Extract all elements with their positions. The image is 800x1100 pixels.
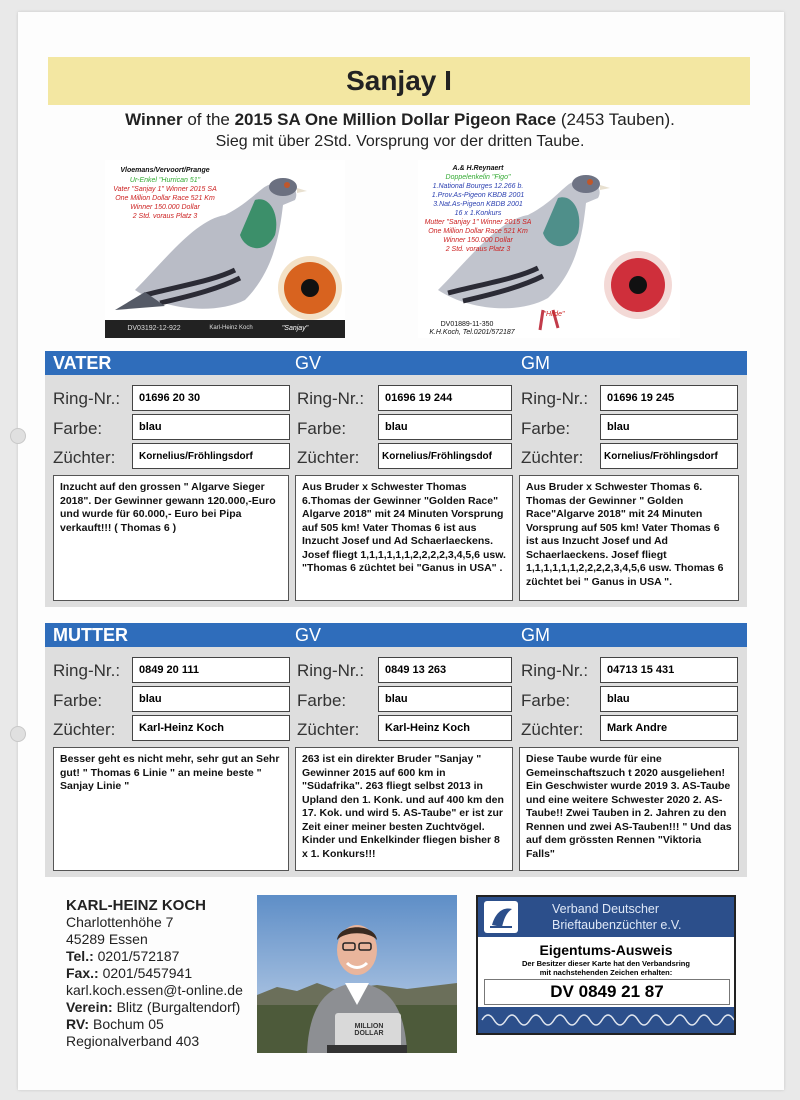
mother-caption-3: 1.Prov.As-Pigeon KBDB 2001 (431, 192, 525, 199)
ring-label: Ring-Nr.: (297, 661, 365, 680)
mother-ring-tag: DV01889-11-350 (440, 321, 494, 328)
contact-street: Charlottenhöhe 7 (66, 914, 174, 930)
zuechter-label: Züchter: (297, 448, 360, 467)
subtitle-count: (2453 Tauben). (556, 110, 675, 129)
vater-ring-value: 01696 20 30 (132, 385, 290, 411)
zuechter-label: Züchter: (521, 448, 584, 467)
farbe-label: Farbe: (53, 419, 103, 438)
vater-gm-ring-value: 01696 19 245 (600, 385, 738, 411)
mother-caption-8: Winner 150.000 Dollar (443, 237, 513, 244)
tel-label: Tel.: (66, 948, 94, 964)
father-name-tag: "Sanjay" (281, 325, 309, 332)
mother-breeder: A.& H.Reynaert (452, 165, 504, 172)
contact-city: 45289 Essen (66, 931, 148, 947)
vater-gv-farbe-value: blau (378, 414, 512, 440)
father-breeder: Vloemans/Vervoort/Prange (120, 167, 210, 174)
membership-card (476, 895, 736, 1035)
card-description (478, 959, 734, 977)
ring-label: Ring-Nr.: (53, 661, 121, 680)
vater-section (45, 351, 747, 607)
card-ring-number: DV 0849 21 87 (484, 979, 730, 1005)
vater-gv-heading: GV (295, 353, 322, 373)
mother-caption-7: One Million Dollar Race 521 Km (428, 228, 528, 235)
card-ornament-band (478, 1007, 734, 1033)
mutter-header (45, 623, 747, 647)
father-caption-4: Winner 150.000 Dollar (130, 204, 200, 211)
vater-heading: VATER (53, 353, 112, 373)
contact-tel (66, 948, 243, 965)
zuechter-label: Züchter: (297, 720, 360, 739)
vater-gm-description: Aus Bruder x Schwester Thomas 6. Thomas der Gewinner " Golden Race"Algarve 2018" mit 24 Minuten Vorsprung auf 505 km! Vater Thomas 6 ist aus Inzucht Josef und Ad Schaerlaeckens. Josef fliegt 1,1,1,1,1,1,2,2,2,2,3,4,5,6 usw. Thomas 6 züchtet bei " Ganus in USA ". (519, 475, 739, 601)
card-org-line-2: Brieftaubenzüchter e.V. (552, 918, 682, 932)
father-ring-tag: DV03192-12-922 (127, 325, 181, 332)
contact-rv (66, 1016, 243, 1033)
photo-mother (418, 160, 680, 338)
photo-father (105, 160, 345, 338)
mutter-section (45, 623, 747, 877)
zuechter-label: Züchter: (521, 720, 584, 739)
subtitle-of: of the (182, 110, 235, 129)
mutter-farbe-value: blau (132, 686, 290, 712)
vater-gm-zuechter-value: Kornelius/Fröhlingsdorf (600, 443, 738, 469)
mutter-heading: MUTTER (53, 625, 128, 645)
ring-label: Ring-Nr.: (297, 389, 365, 408)
mother-name-tag: "Hilde" (543, 311, 565, 318)
mutter-gm-heading: GM (521, 625, 550, 645)
rv-label: RV: (66, 1016, 90, 1032)
zuechter-label: Züchter: (53, 720, 116, 739)
mutter-gv-farbe-value: blau (378, 686, 512, 712)
mutter-gm-ring-value: 04713 15 431 (600, 657, 738, 683)
mutter-gm-description: Diese Taube wurde für eine Gemeinschaftszuch t 2020 ausgeliehen! Ein Geschwister wurde 2019 3. AS-Taube und eine weitere Schwester 2020 2. AS-Taube!! Zwei Tauben in 2. Jahren zu den Rennen und zwei AS-Tauben!!! " Und das auf dem grössten Rennen "Viktoria Falls" (519, 747, 739, 871)
punch-hole (10, 726, 26, 742)
mutter-zuechter-value: Karl-Heinz Koch (132, 715, 290, 741)
mother-caption-1: Doppelenkelin "Figo" (445, 174, 511, 181)
vater-gm-farbe-value: blau (600, 414, 738, 440)
vater-farbe-value: blau (132, 414, 290, 440)
card-desc-line-2: mit nachstehenden Zeichen erhalten: (539, 968, 673, 977)
contact-block (66, 897, 243, 1050)
mutter-ring-value: 0849 20 111 (132, 657, 290, 683)
mutter-description: Besser geht es nicht mehr, sehr gut an Sehr gut! " Thomas 6 Linie " an meine beste " Sanjay Linie " (53, 747, 289, 871)
mother-caption-9: 2 Std. voraus Platz 3 (445, 246, 511, 253)
title-bar (48, 57, 750, 105)
father-caption-2: Vater "Sanjay 1" Winner 2015 SA (113, 186, 217, 193)
vater-description: Inzucht auf den grossen " Algarve Sieger 2018". Der Gewinner gewann 120.000,-Euro und wurde für 60.000,- Euro bei Pipa verkauft!!! ( Thomas 6 ) (53, 475, 289, 601)
trophy-text: MILLION DOLLAR (354, 1023, 384, 1037)
ring-label: Ring-Nr.: (521, 661, 589, 680)
vater-gv-ring-value: 01696 19 244 (378, 385, 512, 411)
verein-value: Blitz (Burgaltendorf) (112, 999, 241, 1015)
farbe-label: Farbe: (53, 691, 103, 710)
punch-hole (10, 428, 26, 444)
father-caption-5: 2 Std. voraus Platz 3 (132, 213, 198, 220)
pigeon-logo-icon (484, 901, 518, 933)
card-org-line-1: Verband Deutscher (552, 902, 660, 916)
mutter-gv-description: 263 ist ein direkter Bruder "Sanjay " Gewinner 2015 auf 600 km in "Südafrika". 263 fliegt selbst 2013 in Upland den 1. Konk. und auf 400 km den 17. Kok. und wird 5. AS-Taube" er ist zur Zeit einer meiner besten Zuchtvögel. Kinder und Enkelkinder fliegen bisher 8 x 1. Konkurs!!! (295, 747, 513, 871)
vater-header (45, 351, 747, 375)
farbe-label: Farbe: (521, 419, 571, 438)
mother-caption-4: 3.Nat.As-Pigeon KBDB 2001 (433, 201, 523, 208)
subtitle-line-1 (0, 110, 800, 130)
father-caption-1: Ur-Enkel "Hurrican 51" (129, 177, 201, 184)
mutter-gv-ring-value: 0849 13 263 (378, 657, 512, 683)
mutter-gm-zuechter-value: Mark Andre (600, 715, 738, 741)
farbe-label: Farbe: (521, 691, 571, 710)
verein-label: Verein: (66, 999, 113, 1015)
mother-owner-tag: K.H.Koch, Tel.0201/572187 (429, 329, 515, 336)
farbe-label: Farbe: (297, 691, 347, 710)
subtitle-line-2: Sieg mit über 2Std. Vorsprung vor der dritten Taube. (215, 133, 585, 150)
contact-verein (66, 999, 243, 1016)
portrait-photo (257, 895, 457, 1053)
vater-gv-description: Aus Bruder x Schwester Thomas 6.Thomas der Gewinner "Golden Race" Algarve 2018" mit 24 Minuten Vorsprung auf 505 km! Vater Thomas 6 ist aus Inzucht Josef und Ad Schaerlaeckens. Josef fliegt 1,1,1,1,1,1,2,2,2,2,3,4,5,6 usw. "Thomas 6 züchtet bei "Ganus in USA" . (295, 475, 513, 601)
fax-label: Fax.: (66, 965, 99, 981)
vater-gv-zuechter-value: Kornelius/Fröhlingsdof (378, 443, 512, 469)
mutter-gm-farbe-value: blau (600, 686, 738, 712)
card-title: Eigentums-Ausweis (539, 942, 673, 958)
tel-value: 0201/572187 (93, 948, 180, 964)
subtitle-winner: Winner (125, 110, 183, 129)
mother-caption-5: 16 x 1.Konkurs (454, 210, 502, 217)
contact-fax (66, 965, 243, 982)
vater-zuechter-value: Kornelius/Fröhlingsdorf (132, 443, 290, 469)
ring-label: Ring-Nr.: (53, 389, 121, 408)
contact-name: KARL-HEINZ KOCH (66, 897, 206, 914)
mother-caption-6: Mutter "Sanjay 1" Winner 2015 SA (424, 219, 532, 226)
card-desc-line-1: Der Besitzer dieser Karte hat den Verbandsring (522, 959, 690, 968)
rv-value: Bochum 05 (89, 1016, 164, 1032)
mutter-gv-heading: GV (295, 625, 322, 645)
father-owner-tag: Karl-Heinz Koch (209, 325, 253, 331)
vater-gm-heading: GM (521, 353, 550, 373)
fax-value: 0201/5457941 (98, 965, 193, 981)
ring-label: Ring-Nr.: (521, 389, 589, 408)
father-caption-3: One Million Dollar Race 521 Km (115, 195, 215, 202)
subtitle-race: 2015 SA One Million Dollar Pigeon Race (234, 110, 557, 129)
mother-caption-2: 1.National Bourges 12.266 b. (432, 183, 524, 190)
page-title: Sanjay I (346, 65, 452, 96)
mutter-gv-zuechter-value: Karl-Heinz Koch (378, 715, 512, 741)
zuechter-label: Züchter: (53, 448, 116, 467)
contact-region: Regionalverband 403 (66, 1033, 200, 1049)
contact-email: karl.koch.essen@t-online.de (66, 982, 243, 998)
farbe-label: Farbe: (297, 419, 347, 438)
